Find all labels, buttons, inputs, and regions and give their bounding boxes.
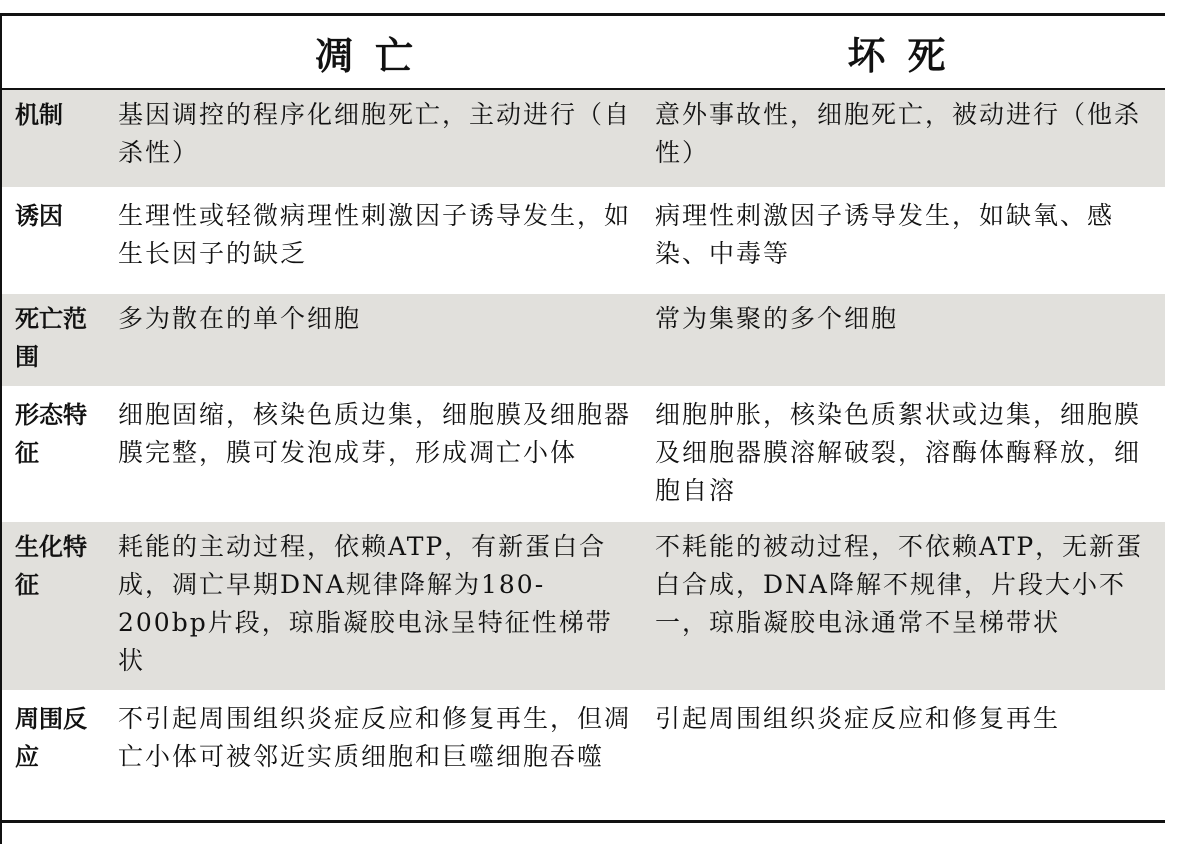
table-row-biochemistry xyxy=(2,522,1165,690)
necrosis-cell: 意外事故性，细胞死亡，被动进行（他杀性） xyxy=(655,100,1142,167)
apoptosis-cell: 不引起周围组织炎症反应和修复再生，但凋亡小体可被邻近实质细胞和巨噬细胞吞噬 xyxy=(118,704,632,771)
necrosis-cell: 细胞肿胀，核染色质絮状或边集，细胞膜及细胞器膜溶解破裂，溶酶体酶释放，细胞自溶 xyxy=(655,400,1142,505)
apoptosis-cell: 多为散在的单个细胞 xyxy=(118,304,362,333)
necrosis-cell: 病理性刺激因子诱导发生，如缺氧、感染、中毒等 xyxy=(655,201,1115,268)
row-label: 死亡范围 xyxy=(15,305,87,371)
necrosis-cell: 不耗能的被动过程，不依赖ATP，无新蛋白合成，DNA降解不规律，片段大小不一，琼脂凝胶电泳通常不呈梯带状 xyxy=(655,532,1144,637)
row-label: 诱因 xyxy=(15,202,63,230)
table-row-scope xyxy=(2,294,1165,386)
apoptosis-cell: 生理性或轻微病理性刺激因子诱导发生，如生长因子的缺乏 xyxy=(118,201,632,268)
apoptosis-cell: 细胞固缩，核染色质边集，细胞膜及细胞器膜完整，膜可发泡成芽，形成凋亡小体 xyxy=(118,400,632,467)
row-label: 形态特征 xyxy=(15,401,87,467)
header-apoptosis: 凋亡 xyxy=(314,32,435,78)
table-row-cause xyxy=(2,191,1165,290)
apoptosis-cell: 基因调控的程序化细胞死亡，主动进行（自杀性） xyxy=(118,100,632,167)
necrosis-cell: 常为集聚的多个细胞 xyxy=(655,304,899,333)
table-row-reaction xyxy=(2,694,1165,818)
table-row-mechanism xyxy=(2,90,1165,187)
necrosis-cell: 引起周围组织炎症反应和修复再生 xyxy=(655,704,1061,733)
table-bottom-rule xyxy=(0,820,1165,823)
table-row-morphology xyxy=(2,390,1165,518)
row-label: 机制 xyxy=(15,101,63,129)
apoptosis-cell: 耗能的主动过程，依赖ATP，有新蛋白合成，凋亡早期DNA规律降解为180-200bp片段，琼脂凝胶电泳呈特征性梯带状 xyxy=(118,532,613,675)
header-necrosis: 坏死 xyxy=(847,32,968,78)
row-label: 周围反应 xyxy=(15,705,87,771)
row-label: 生化特征 xyxy=(15,533,87,599)
